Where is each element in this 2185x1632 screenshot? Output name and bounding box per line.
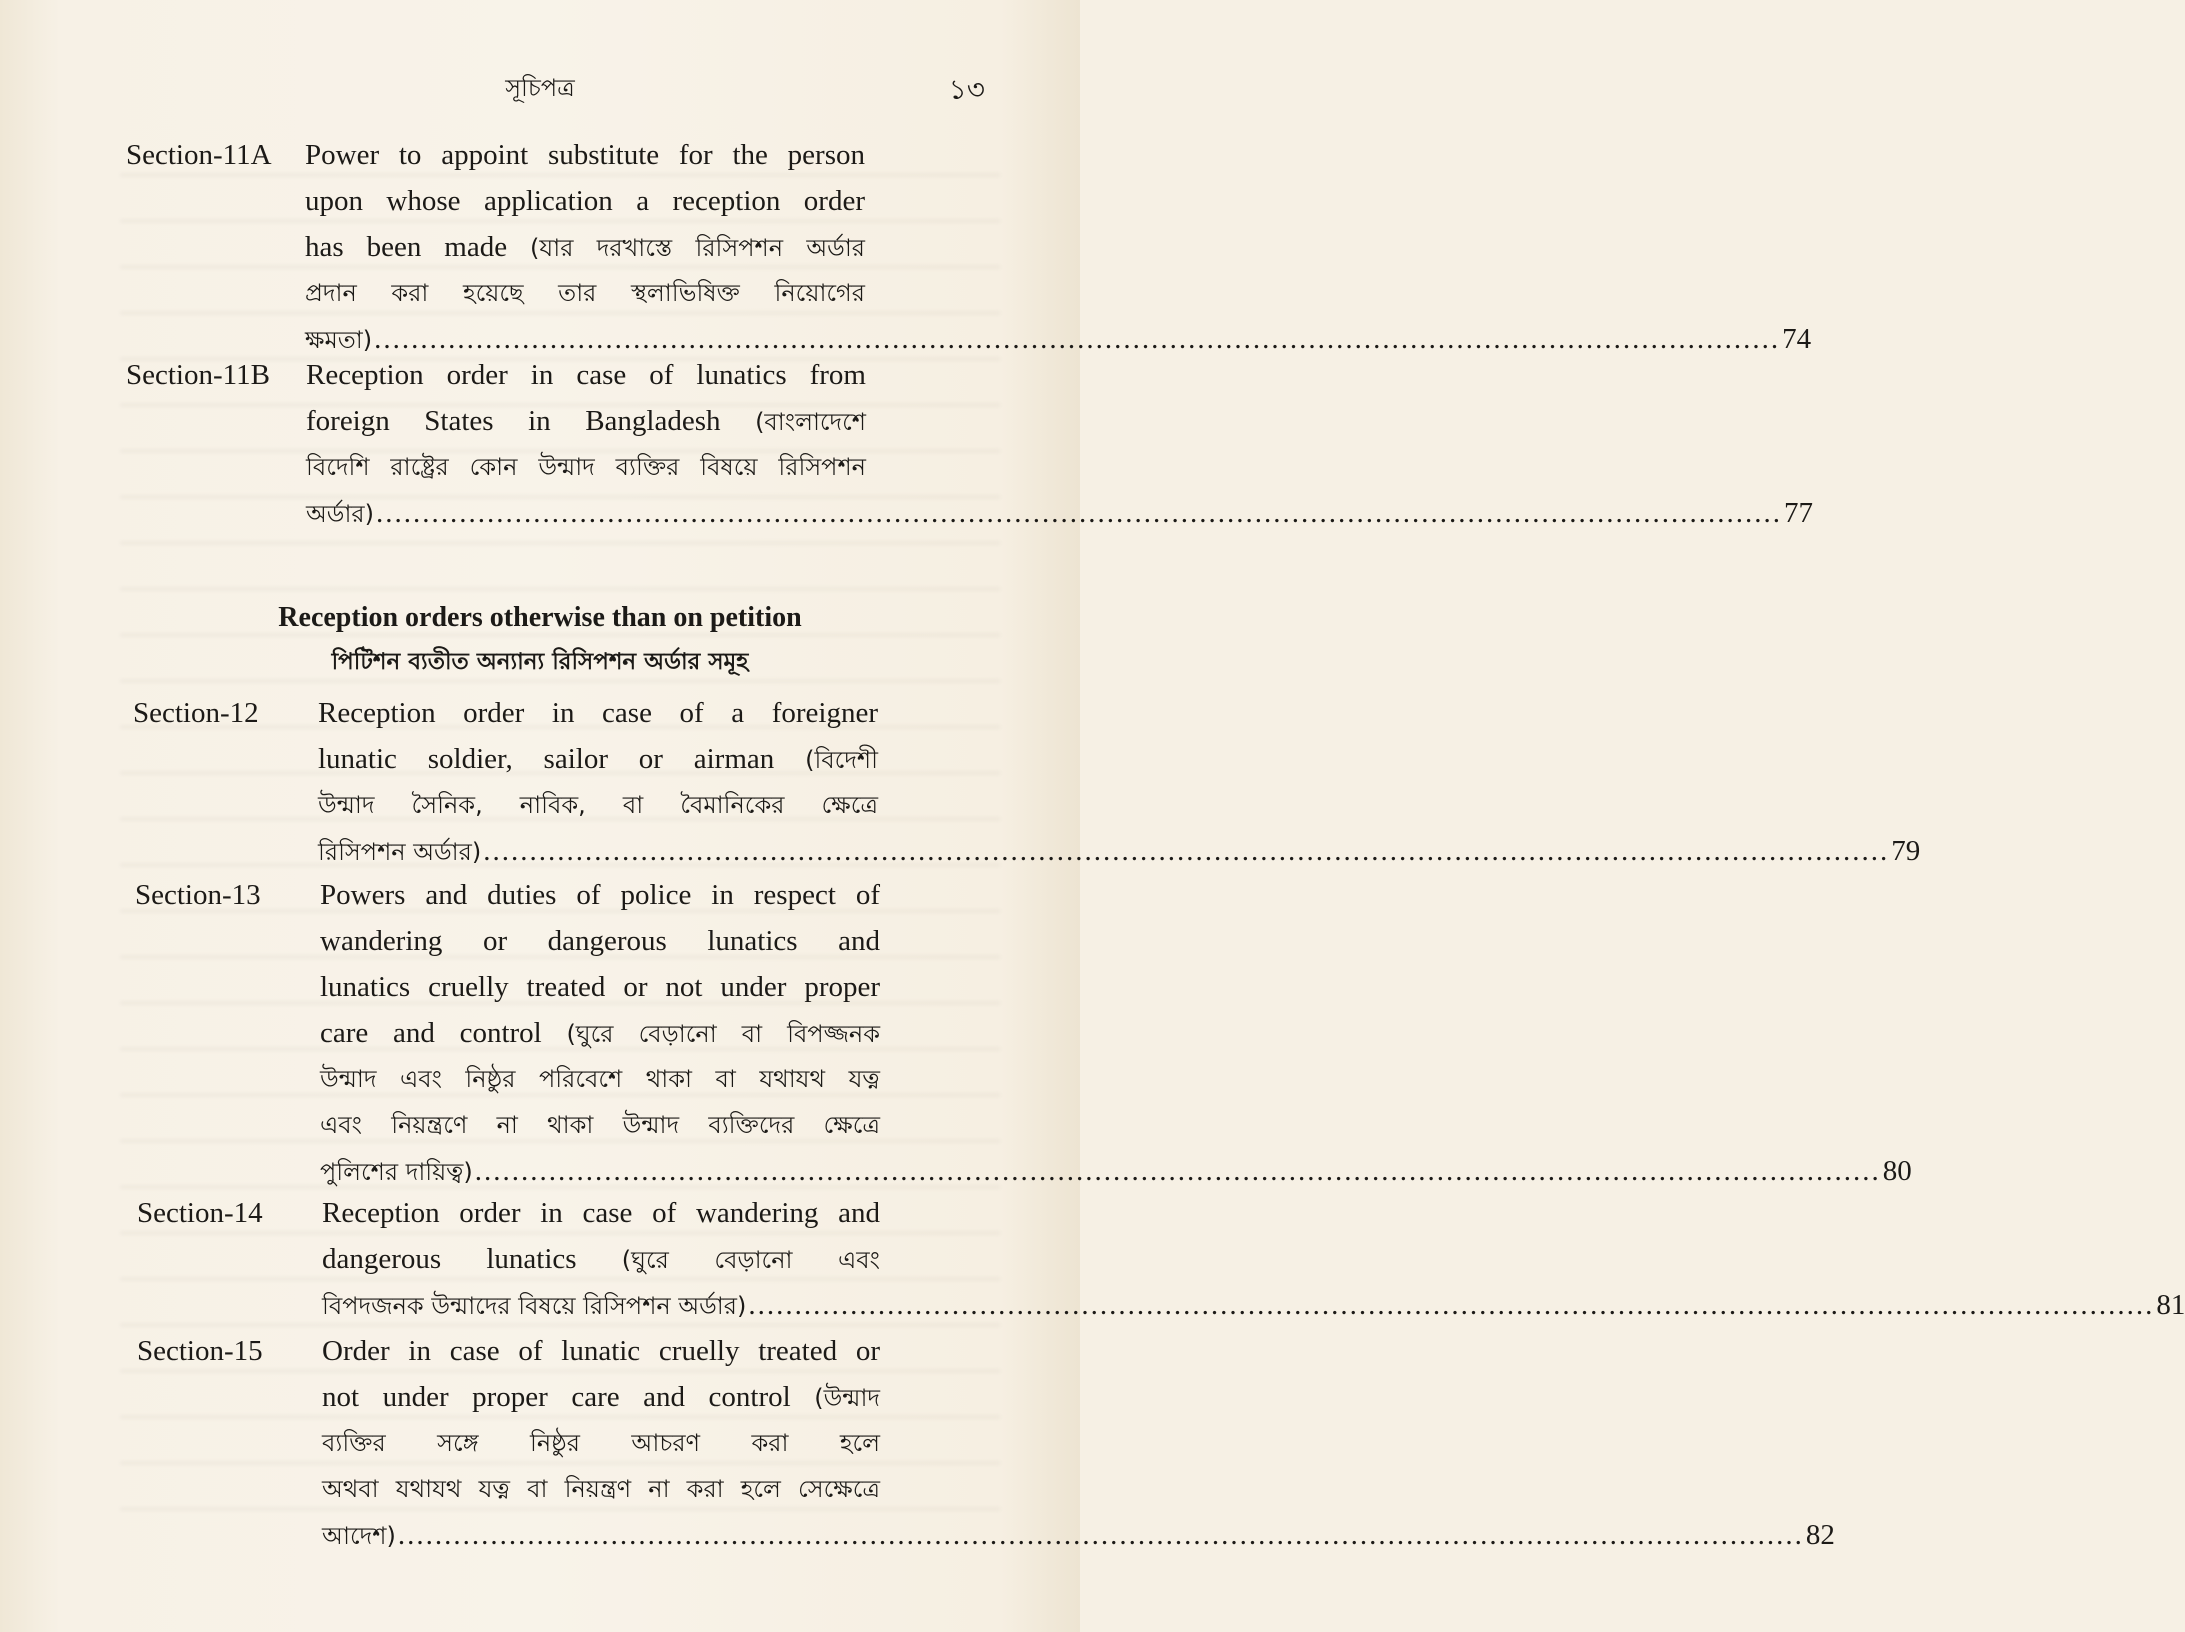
description-line (322, 1236, 880, 1282)
description-line: Reception order in case of lunatics from (306, 359, 866, 391)
section-description (322, 1328, 1835, 1559)
description-bangla: (উন্মাদ (814, 1384, 881, 1412)
description-bangla: (যার দরখাস্তে রিসিপশন অর্ডার (530, 234, 866, 262)
dot-leader: ........................................................................................................................................................ (397, 1519, 1804, 1551)
section-label: Section-14 (137, 1197, 263, 1229)
description-line: Reception order in case of wandering and (322, 1197, 880, 1229)
section-description (306, 352, 1813, 537)
dot-leader: ........................................................................................................................................................ (375, 497, 1782, 529)
description-bangla-line: অথবা যথাযথ যত্ন বা নিয়ন্ত্রণ না করা হলে সেক্ষেত্রে (322, 1475, 880, 1503)
section-description (318, 690, 1921, 875)
section-description (305, 132, 1812, 363)
entry-page-number: 77 (1783, 497, 1813, 529)
description-line: Power to appoint substitute for the person (305, 139, 865, 171)
description-line (305, 224, 865, 270)
dot-leader: ........................................................................................................................................................ (374, 323, 1781, 355)
section-label: Section-11B (126, 359, 270, 391)
section-heading-bangla: পিটিশন ব্যতীত অন্যান্য রিসিপশন অর্ডার সমূহ (331, 649, 749, 675)
description-bangla-line: উন্মাদ সৈনিক, নাবিক, বা বৈমানিকের ক্ষেত্রে (318, 791, 878, 819)
entry-page-number: 81 (2156, 1289, 2185, 1321)
section-label: Section-15 (137, 1335, 263, 1367)
running-header (0, 66, 1080, 106)
description-bangla-line: ব্যক্তির সঙ্গে নিষ্ঠুর আচরণ করা হলে (322, 1429, 880, 1457)
description-text: lunatic soldier, sailor or airman (318, 743, 775, 775)
description-line: Reception order in case of a foreigner (318, 697, 878, 729)
description-bangla: আদেশ) (322, 1522, 396, 1550)
description-text: care and control (320, 1017, 542, 1049)
description-bangla: পুলিশের দায়িত্ব) (320, 1158, 473, 1186)
description-bangla: ক্ষমতা) (305, 326, 373, 354)
section-label: Section-11A (126, 139, 272, 171)
entry-page-number: 79 (1891, 835, 1921, 867)
description-bangla: বিপদজনক উন্মাদের বিষয়ে রিসিপশন অর্ডার) (322, 1292, 747, 1320)
description-text: foreign States in Bangladesh (306, 405, 721, 437)
description-line: Order in case of lunatic cruelly treated or (322, 1335, 880, 1367)
description-line: upon whose application a reception order (305, 185, 865, 217)
description-bangla: রিসিপশন অর্ডার) (318, 838, 482, 866)
description-bangla-line: প্রদান করা হয়েছে তার স্থলাভিষিক্ত নিয়োগের (305, 279, 865, 307)
section-description (320, 872, 1912, 1195)
description-bangla: (ঘুরে বেড়ানো এবং (621, 1246, 880, 1274)
section-description (322, 1190, 2185, 1329)
description-bangla: (ঘুরে বেড়ানো বা বিপজ্জনক (566, 1020, 880, 1048)
dot-leader: ........................................................................................................................................................ (474, 1155, 1881, 1187)
dot-leader: ........................................................................................................................................................ (748, 1289, 2155, 1321)
description-bangla-line: উন্মাদ এবং নিষ্ঠুর পরিবেশে থাকা বা যথাযথ যত্ন (320, 1065, 880, 1093)
description-bangla: (বিদেশী (805, 746, 878, 774)
page-number: ১৩ (948, 73, 985, 106)
section-label: Section-13 (135, 879, 261, 911)
toc-leader-line (318, 828, 1921, 875)
entry-page-number: 82 (1805, 1519, 1835, 1551)
description-line (318, 736, 878, 782)
description-text: dangerous lunatics (322, 1243, 577, 1275)
description-line: lunatics cruelly treated or not under proper (320, 971, 880, 1003)
description-bangla: (বাংলাদেশে (755, 408, 867, 436)
toc-leader-line (320, 1148, 1912, 1195)
description-bangla: অর্ডার) (306, 500, 374, 528)
description-line (322, 1374, 880, 1420)
entry-page-number: 80 (1882, 1155, 1912, 1187)
description-line: wandering or dangerous lunatics and (320, 925, 880, 957)
description-bangla-line: বিদেশি রাষ্ট্রের কোন উন্মাদ ব্যক্তির বিষয়ে রিসিপশন (306, 453, 866, 481)
page-title: সূচিপত্র (505, 74, 575, 102)
toc-leader-line (322, 1512, 1835, 1559)
description-text: not under proper care and control (322, 1381, 791, 1413)
entry-page-number: 74 (1782, 323, 1812, 355)
dot-leader: ........................................................................................................................................................ (483, 835, 1890, 867)
description-bangla-line: এবং নিয়ন্ত্রণে না থাকা উন্মাদ ব্যক্তিদের ক্ষেত্রে (320, 1111, 880, 1139)
section-label: Section-12 (133, 697, 259, 729)
description-line: Powers and duties of police in respect of (320, 879, 880, 911)
description-line (306, 398, 866, 444)
description-line (320, 1010, 880, 1056)
description-text: has been made (305, 231, 508, 263)
section-heading: Reception orders otherwise than on petition (278, 602, 802, 633)
toc-leader-line (322, 1282, 2185, 1329)
toc-leader-line (306, 490, 1813, 537)
